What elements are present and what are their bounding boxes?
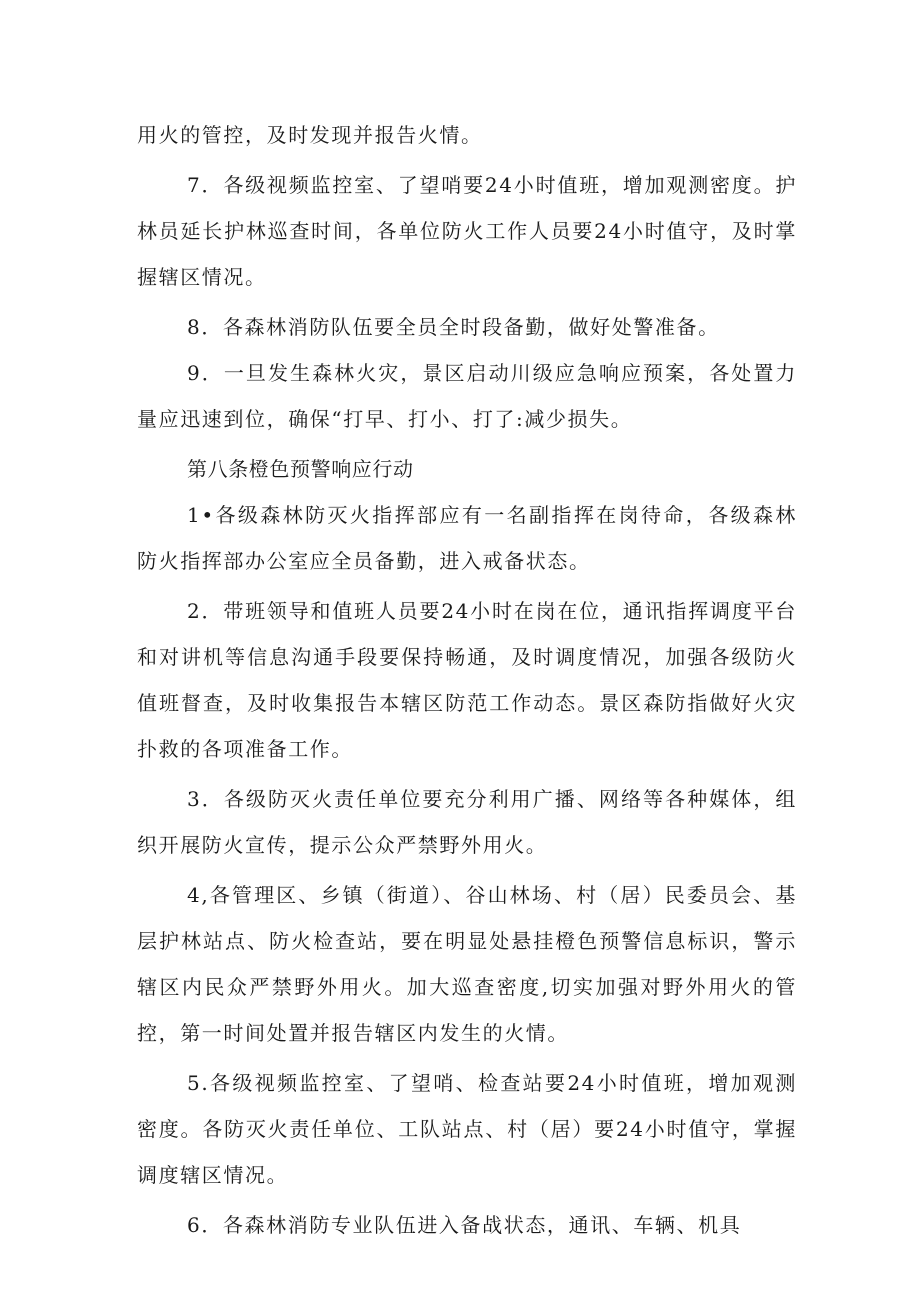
paragraph-orange-item-4: 4,各管理区、乡镇（街道）、谷山林场、村（居）民委员会、基层护林站点、防火检查站，要在明显处悬挂橙色预警信息标识，警示辖区内民众严禁野外用火。加大巡查密度,切实加强对野外用火的管控，第一时间处置并报告辖区内发生的火情。 (137, 883, 797, 1045)
paragraph-item-7: 7．各级视频监控室、了望哨要24小时值班，增加观测密度。护林员延长护林巡查时间，各单位防火工作人员要24小时值守，及时掌握辖区情况。 (137, 173, 797, 289)
section-heading: 第八条橙色预警响应行动 (187, 457, 414, 481)
paragraph-orange-item-6: 6．各森林消防专业队伍进入备战状态，通讯、车辆、机具 (187, 1213, 742, 1237)
paragraph-orange-item-2: 2．带班领导和值班人员要24小时在岗在位，通讯指挥调度平台和对讲机等信息沟通手段要保持畅通，及时调度情况，加强各级防火值班督查，及时收集报告本辖区防范工作动态。景区森防指做好火灾扑救的各项准备工作。 (137, 599, 797, 761)
paragraph-orange-item-3: 3．各级防灭火责任单位要充分利用广播、网络等各种媒体，组织开展防火宣传，提示公众严禁野外用火。 (137, 787, 797, 857)
paragraph-item-8: 8．各森林消防队伍要全员全时段备勤，做好处警准备。 (187, 315, 720, 339)
paragraph-continuation: 用火的管控，及时发现并报告火情。 (137, 123, 483, 147)
paragraph-item-9: 9．一旦发生森林火灾，景区启动川级应急响应预案，各处置力量应迅速到位，确保“打早、打小、打了:减少损失。 (137, 361, 797, 431)
document-body (137, 112, 797, 1248)
paragraph-orange-item-5: 5.各级视频监控室、了望哨、检查站要24小时值班，增加观测密度。各防灭火责任单位、工队站点、村（居）要24小时值守，掌握调度辖区情况。 (137, 1071, 797, 1187)
paragraph-orange-item-1: 1•各级森林防灭火指挥部应有一名副指挥在岗待命，各级森林防火指挥部办公室应全员备勤，进入戒备状态。 (137, 503, 797, 573)
